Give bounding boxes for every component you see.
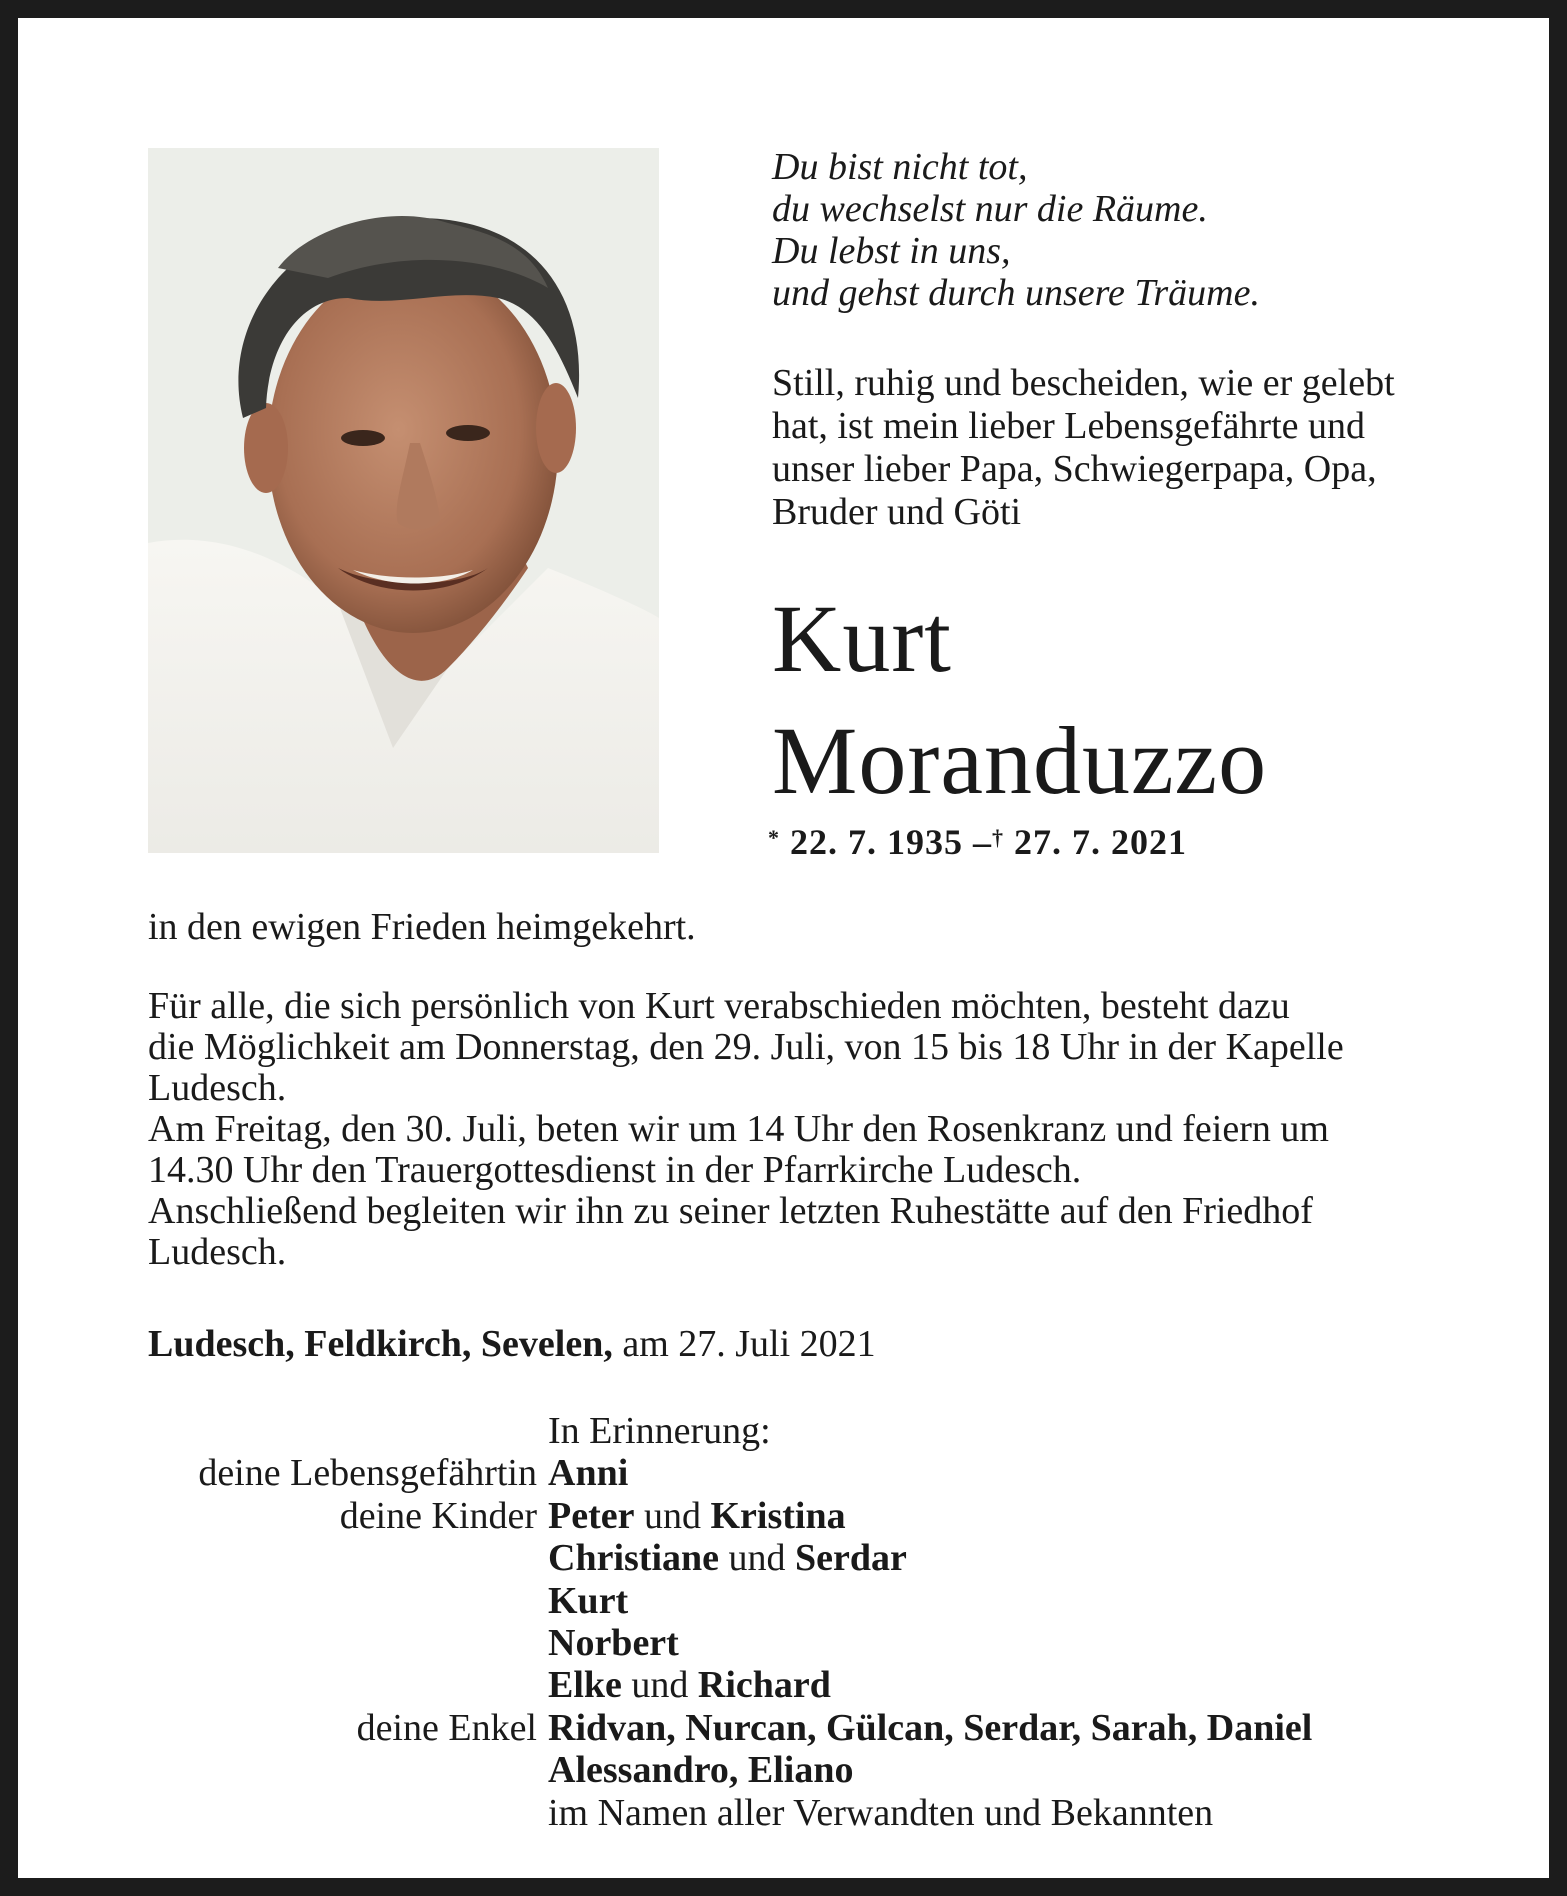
intro-line: Bruder und Göti — [772, 491, 1022, 533]
closing-line: im Namen aller Verwandten und Bekannten — [548, 1791, 1214, 1834]
date-separator: – — [973, 822, 992, 862]
mourners-heading: In Erinnerung: — [548, 1410, 771, 1452]
funeral-details — [148, 986, 1468, 1273]
mourner-name: Kristina — [710, 1494, 846, 1537]
death-symbol: † — [992, 825, 1004, 850]
poem-line: und gehst durch unsere Träume. — [772, 272, 1260, 314]
first-name: Kurt — [772, 585, 952, 692]
mourner-name: Richard — [697, 1664, 831, 1707]
life-dates — [768, 820, 1187, 864]
grandchildren-names: Alessandro, Eliano — [548, 1749, 854, 1792]
place-date-line — [148, 1324, 1468, 1365]
details-line: Für alle, die sich persönlich von Kurt verabschieden möchten, besteht dazu — [148, 985, 1290, 1027]
details-line: Anschließend begleiten wir ihn zu seiner letzten Ruhestätte auf den Friedhof — [148, 1190, 1313, 1232]
poem — [772, 146, 1260, 314]
intro-line: hat, ist mein lieber Lebensgefährte und — [772, 405, 1366, 447]
birth-date: 22. 7. 1935 — [790, 822, 963, 862]
notice-date: am 27. Juli 2021 — [622, 1323, 876, 1365]
intro-text — [772, 362, 1462, 534]
details-line: 14.30 Uhr den Trauergottesdienst in der Pfarrkirche Ludesch. — [148, 1149, 1082, 1191]
portrait-photo — [148, 148, 659, 853]
and-word: und — [631, 1664, 689, 1707]
poem-line: Du bist nicht tot, — [772, 146, 1028, 188]
grandchildren-names: Ridvan, Nurcan, Gülcan, Serdar, Sarah, Daniel — [548, 1706, 1313, 1749]
mourner-name: Serdar — [795, 1537, 907, 1580]
and-word: und — [728, 1537, 786, 1580]
mourner-name: Anni — [548, 1452, 629, 1495]
intro-line: Still, ruhig und bescheiden, wie er gelebt — [772, 362, 1395, 404]
death-date: 27. 7. 2021 — [1014, 822, 1187, 862]
details-line: die Möglichkeit am Donnerstag, den 29. Juli, von 15 bis 18 Uhr in der Kapelle — [148, 1026, 1344, 1068]
mourner-name: Peter — [548, 1494, 635, 1537]
intro-line: unser lieber Papa, Schwiegerpapa, Opa, — [772, 448, 1377, 490]
relation-label: deine Kinder — [339, 1494, 537, 1537]
mourner-name: Christiane — [548, 1537, 719, 1580]
relation-label: deine Lebensgefährtin — [198, 1452, 537, 1495]
poem-line: du wechselst nur die Räume. — [772, 188, 1208, 230]
poem-line: Du lebst in uns, — [772, 230, 1011, 272]
last-name: Moranduzzo — [772, 707, 1268, 814]
and-word: und — [643, 1494, 701, 1537]
details-line: Ludesch. — [148, 1231, 287, 1273]
details-line: Ludesch. — [148, 1067, 287, 1109]
mourner-name: Kurt — [548, 1579, 629, 1622]
mourners-list — [148, 1410, 1312, 1834]
mourner-name: Elke — [548, 1664, 622, 1707]
returned-text: in den ewigen Frieden heimgekehrt. — [148, 906, 696, 948]
birth-symbol: * — [768, 825, 780, 850]
deceased-name — [772, 578, 1267, 822]
mourner-name: Norbert — [548, 1622, 679, 1665]
details-line: Am Freitag, den 30. Juli, beten wir um 14 Uhr den Rosenkranz und feiern um — [148, 1108, 1329, 1150]
places: Ludesch, Feldkirch, Sevelen, — [148, 1323, 613, 1365]
relation-label: deine Enkel — [356, 1706, 537, 1749]
